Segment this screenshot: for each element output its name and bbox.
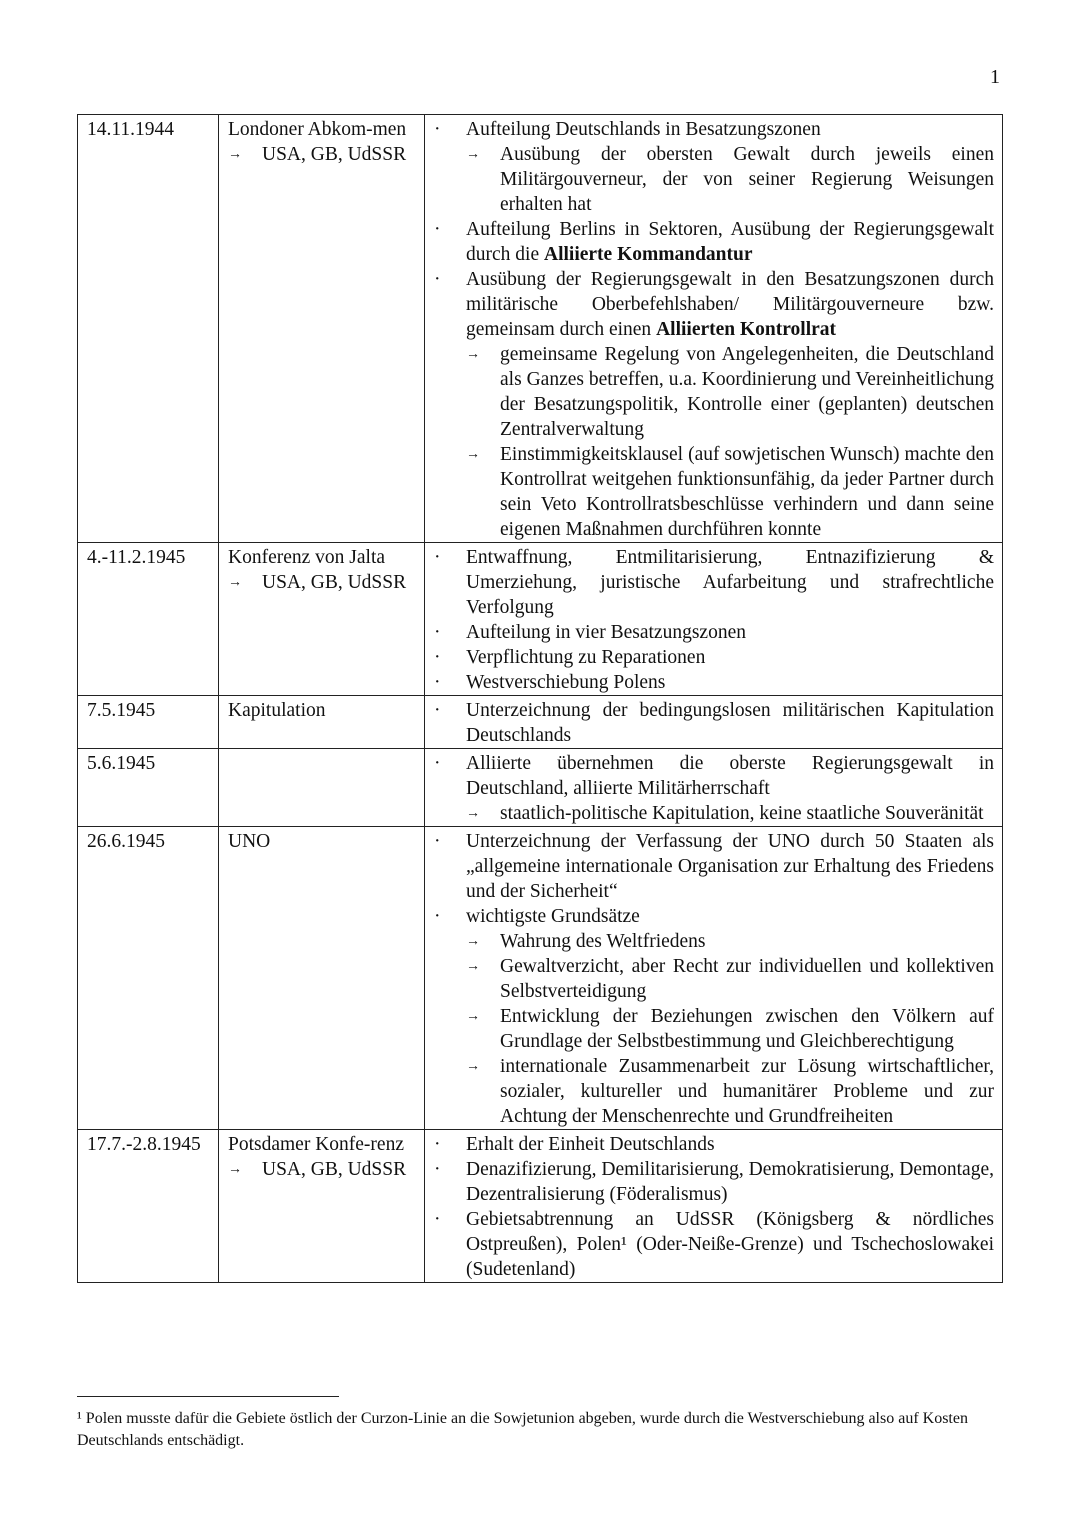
page-number: 1 [990,66,1000,88]
table-row [78,696,1003,749]
sub-text: Ausübung der obersten Gewalt durch jeweils einen Militärgouverneur, der von seiner Regierung Weisungen erhalten hat [500,144,994,215]
sub-item [466,342,994,442]
bullet-text-part: Ausübung der Regierungsgewalt in den Besatzungszonen durch militärische Oberbefehlshaben/ Militärgouverneure bzw. gemeinsam durch einen [466,269,994,340]
event-cell [219,1130,425,1283]
bullet-item [434,829,994,904]
table-row [78,115,1003,543]
sub-item [466,801,994,826]
event-name: Potsdamer Konfe-renz [228,1134,404,1155]
bullet-icon: · [434,269,441,290]
sub-text: Wahrung des Weltfriedens [500,931,706,952]
bullet-item [434,904,994,1129]
bullet-text: Alliierte übernehmen die oberste Regierungsgewalt in Deutschland, alliierte Militärherrschaft [466,753,994,799]
sub-text: staatlich-politische Kapitulation, keine staatliche Souveränität [500,803,984,824]
bullet-text: Entwaffnung, Entmilitarisierung, Entnazifizierung & Umerziehung, juristische Aufarbeitung und strafrechtliche Verfolgung [466,547,994,618]
parties-line [228,570,416,595]
event-cell [219,827,425,1130]
content-cell [425,1130,1003,1283]
bullet-item [434,267,994,542]
bullet-item [434,670,994,695]
arrow-icon: → [466,447,480,462]
bullet-list [434,545,994,695]
date-cell [78,115,219,543]
sub-item [466,1004,994,1054]
arrow-icon: → [228,575,242,590]
parties-line [228,1157,416,1182]
sub-text: Entwicklung der Beziehungen zwischen den Völkern auf Grundlage der Selbstbestimmung und Gleichberechtigung [500,1006,994,1052]
content-cell [425,696,1003,749]
table-row [78,827,1003,1130]
date-text: 4.-11.2.1945 [87,547,186,568]
bullet-icon: · [434,119,441,140]
timeline-body [78,115,1003,1283]
bullet-item [434,698,994,748]
date-text: 5.6.1945 [87,753,156,774]
parties-text: USA, GB, UdSSR [262,572,407,593]
sub-item [466,929,994,954]
bullet-icon: · [434,700,441,721]
sub-item [466,1054,994,1129]
content-cell [425,115,1003,543]
sub-list [434,801,994,826]
bullet-text [466,217,994,267]
sub-item [466,954,994,1004]
date-cell [78,827,219,1130]
bold-term: Alliierte Kommandantur [543,244,753,265]
bullet-list [434,698,994,748]
arrow-icon: → [228,1162,242,1177]
content-cell [425,543,1003,696]
arrow-icon: → [466,347,480,362]
bullet-text: Westverschiebung Polens [466,672,666,693]
event-cell [219,543,425,696]
bullet-text: Unterzeichnung der bedingungslosen militärischen Kapitulation Deutschlands [466,700,994,746]
bullet-icon: · [434,1159,441,1180]
timeline-table [77,114,1003,1283]
arrow-icon: → [466,147,480,162]
bullet-text: Unterzeichnung der Verfassung der UNO durch 50 Staaten als „allgemeine internationale Organisation zur Erhaltung des Friedens und der Sicherheit“ [466,831,994,902]
arrow-icon: → [466,806,480,821]
date-cell [78,749,219,827]
bullet-icon: · [434,1209,441,1230]
event-name: UNO [228,831,271,852]
bullet-list [434,1132,994,1282]
event-name: Londoner Abkom-men [228,119,407,140]
bullet-item [434,1157,994,1207]
bullet-item [434,620,994,645]
event-cell [219,115,425,543]
sub-list [434,342,994,542]
bullet-icon: · [434,753,441,774]
bullet-item [434,645,994,670]
bullet-text: Verpflichtung zu Reparationen [466,647,706,668]
bullet-text: Erhalt der Einheit Deutschlands [466,1134,715,1155]
date-text: 7.5.1945 [87,700,156,721]
bullet-text: Aufteilung Deutschlands in Besatzungszonen [466,119,821,140]
arrow-icon: → [228,147,242,162]
sub-item [466,142,994,217]
bullet-item [434,1207,994,1282]
date-text: 26.6.1945 [87,831,165,852]
event-cell [219,696,425,749]
content-cell [425,827,1003,1130]
sub-text: Gewaltverzicht, aber Recht zur individuellen und kollektiven Selbstverteidigung [500,956,994,1002]
bullet-list [434,751,994,826]
bullet-item [434,545,994,620]
arrow-icon: → [466,1059,480,1074]
bullet-item [434,117,994,217]
sub-text: internationale Zusammenarbeit zur Lösung wirtschaftlicher, sozialer, kultureller und humanitärer Probleme und zur Achtung der Menschenrechte und Grundfreiheiten [500,1056,994,1127]
bullet-text [466,267,994,342]
bullet-text: Gebietsabtrennung an UdSSR (Königsberg & nördliches Ostpreußen), Polen¹ (Oder-Neiße-Grenze) und Tschechoslowakei (Sudetenland) [466,1209,994,1280]
footnote: ¹ Polen musste dafür die Gebiete östlich der Curzon-Linie an die Sowjetunion abgeben, wurde durch die Westverschiebung also auf Kosten Deutschlands entschädigt. [77,1410,968,1449]
bullet-icon: · [434,672,441,693]
bullet-list [434,117,994,542]
bullet-item [434,217,994,267]
arrow-icon: → [466,1009,480,1024]
date-cell [78,696,219,749]
date-cell [78,543,219,696]
bullet-icon: · [434,906,441,927]
table-row [78,543,1003,696]
event-cell [219,749,425,827]
bullet-icon: · [434,647,441,668]
date-text: 14.11.1944 [87,119,175,140]
bullet-icon: · [434,1134,441,1155]
content-cell [425,749,1003,827]
bullet-list [434,829,994,1129]
bold-term: Alliierten Kontrollrat [656,319,837,340]
event-name: Kapitulation [228,700,326,721]
bullet-item [434,751,994,826]
bullet-text-part: Aufteilung Berlins in Sektoren, Ausübung der Regierungsgewalt durch die [466,219,994,265]
arrow-icon: → [466,959,480,974]
table-row [78,1130,1003,1283]
bullet-icon: · [434,831,441,852]
bullet-item [434,1132,994,1157]
date-cell [78,1130,219,1283]
bullet-icon: · [434,547,441,568]
sub-text: Einstimmigkeitsklausel (auf sowjetischen Wunsch) machte den Kontrollrat weitgehen funktionsunfähig, da jeder Partner durch sein Veto Kontrollratsbeschlüsse verhindern und dann seine eigenen Maßnahmen durchführen konnte [500,444,994,540]
parties-line [228,142,416,167]
bullet-icon: · [434,219,441,240]
sub-text: gemeinsame Regelung von Angelegenheiten, die Deutschland als Ganzes betreffen, u.a. Koordinierung und Vereinheitlichung der Besatzungspolitik, Kontrolle einer (geplanten) deutschen Zentralverwaltung [500,344,994,440]
bullet-icon: · [434,622,441,643]
arrow-icon: → [466,934,480,949]
bullet-text: wichtigste Grundsätze [466,906,640,927]
table-row [78,749,1003,827]
bullet-text: Denazifizierung, Demilitarisierung, Demokratisierung, Demontage, Dezentralisierung (Föderalismus) [466,1159,994,1205]
bullet-text: Aufteilung in vier Besatzungszonen [466,622,746,643]
parties-text: USA, GB, UdSSR [262,144,407,165]
sub-item [466,442,994,542]
sub-list [434,929,994,1129]
sub-list [434,142,994,217]
footnote-separator [77,1396,339,1397]
event-name: Konferenz von Jalta [228,547,386,568]
parties-text: USA, GB, UdSSR [262,1159,407,1180]
date-text: 17.7.-2.8.1945 [87,1134,201,1155]
